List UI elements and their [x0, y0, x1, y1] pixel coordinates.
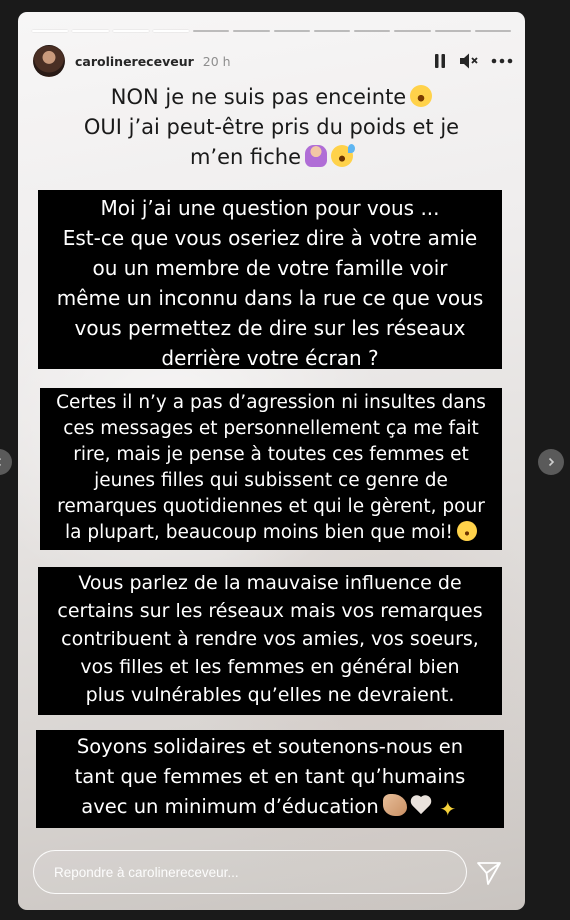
avatar[interactable] [33, 45, 65, 77]
progress-segment [274, 30, 310, 32]
headline-line: m’en fiche [38, 142, 505, 172]
progress-segment [394, 30, 430, 32]
chevron-left-icon [0, 457, 4, 467]
previous-story-button[interactable] [0, 449, 12, 475]
text-box-question: Moi j’ai une question pour vous ... Est-ce que vous oseriez dire à votre amie ou un membre de votre famille voir même un inconnu dans la rue ce que vous vous permettez de dire sur les réseaux derrière votre écran ? [38, 190, 502, 369]
progress-segment [475, 30, 511, 32]
progress-segment [354, 30, 390, 32]
story-header [33, 46, 513, 76]
progress-segment [435, 30, 471, 32]
text-box-solidarity: Soyons solidaires et soutenons-nous en tant que femmes et en tant qu’humains avec un minimum d’éducation ✦ [36, 730, 504, 828]
rolling-laughing-emoji [410, 85, 432, 107]
send-button[interactable] [475, 859, 503, 887]
headline-line: OUI j’ai peut-être pris du poids et je [83, 115, 460, 139]
headline-line: NON je ne suis pas enceinte [38, 82, 505, 112]
progress-segment [32, 30, 68, 32]
progress-segment [233, 30, 269, 32]
progress-segment [314, 30, 350, 32]
text-box-influence: Vous parlez de la mauvaise influence de certains sur les réseaux mais vos remarques contribuent à rendre vos amies, vos soeurs, vos filles et les femmes en général bien plus vulnérables qu’elles ne devraient. [38, 567, 502, 715]
reply-field[interactable] [33, 850, 467, 894]
username[interactable]: carolinereceveur [75, 53, 194, 69]
next-story-button[interactable] [538, 449, 564, 475]
progress-segment [113, 30, 149, 32]
mute-button[interactable] [459, 52, 479, 70]
more-options-button[interactable] [491, 58, 513, 64]
flexed-biceps-emoji [383, 794, 407, 816]
send-icon [475, 859, 503, 887]
speaker-muted-icon [459, 52, 479, 70]
more-options-icon [491, 58, 513, 64]
sweat-smile-emoji [331, 145, 353, 167]
progress-segment [193, 30, 229, 32]
white-heart-emoji [411, 796, 433, 816]
progress-segment [72, 30, 108, 32]
chevron-right-icon [546, 457, 556, 467]
text-box-reflection: Certes il n’y a pas d’agression ni insultes dans ces messages et personnellement ça me fait rire, mais je pense à toutes ces femmes et jeunes filles qui subissent ce genre de remarques quotidiennes et qui le gèrent, pour la plupart, beaucoup moins bien que moi! [40, 388, 502, 550]
pensive-face-emoji [457, 521, 477, 541]
story-headline [38, 82, 505, 172]
shrug-emoji [305, 145, 327, 167]
post-time: 20 h [202, 53, 231, 69]
sparkles-emoji: ✦ [439, 797, 457, 821]
story-viewer[interactable] [18, 12, 525, 910]
progress-segment [153, 30, 189, 32]
reply-input[interactable] [34, 851, 466, 893]
pause-icon [433, 53, 447, 69]
story-progress-bar [32, 30, 511, 32]
pause-button[interactable] [433, 53, 447, 69]
